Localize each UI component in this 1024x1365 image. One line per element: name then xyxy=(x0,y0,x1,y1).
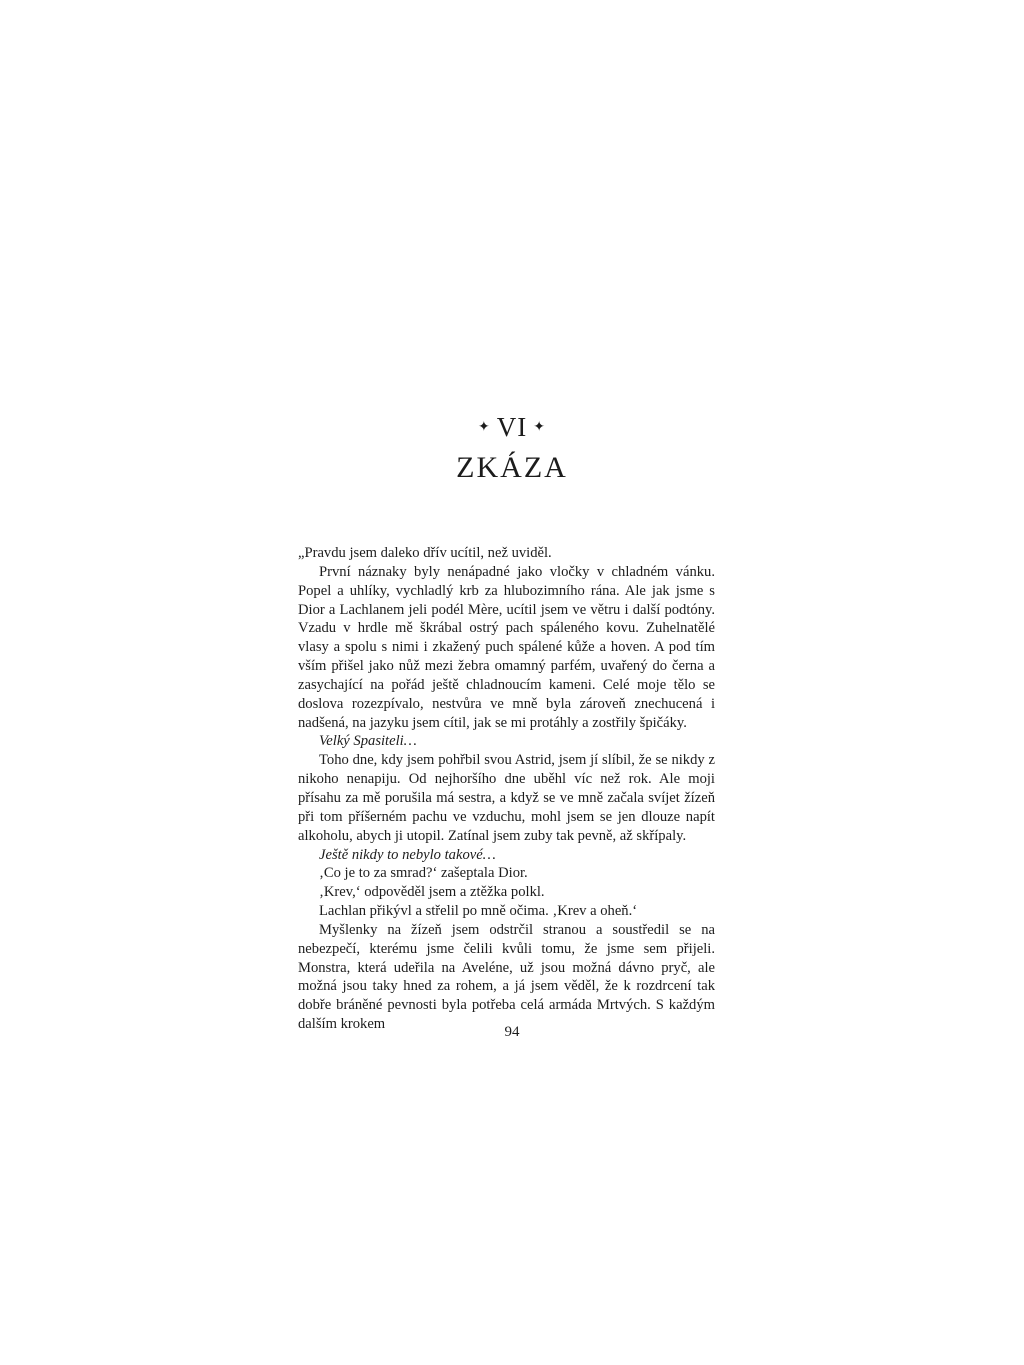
star-ornament-icon: ✦ xyxy=(478,420,491,435)
paragraph: ‚Co je to za smrad?‘ zašeptala Dior. xyxy=(319,865,528,882)
paragraph: Myšlenky na žízeň jsem odstrčil stranou a soustředil se na nebezpečí, kterému jsme čelili kvůli tomu, že jsme sem přijeli. Monstra, která udeřila na Aveléne, už jsou možná dávno pryč, ale možná jsou taky hned za rohem, a já jsem věděl, že k rozdrcení tak dobře bráněné pevnosti byla potřeba celá armáda Mrtvých. S každým dalším krokem xyxy=(298,921,715,1033)
body-text xyxy=(298,544,715,1034)
chapter-number-text: VI xyxy=(496,412,528,442)
paragraph-italic: Velký Spasiteli… xyxy=(319,733,417,750)
paragraph: Toho dne, kdy jsem pohřbil svou Astrid, jsem jí slíbil, že se nikdy z nikoho nenapiju. Od nejhoršího dne uběhl víc než rok. Ale moji přísahu za mě porušila má sestra, a když se ve mně začala svíjet žízeň při tom příšerném pachu ve vzduchu, mohl jsem se jen dlouze napít alkoholu, abych ji utopil. Zatínal jsem zuby tak pevně, až skřípaly. xyxy=(298,752,715,844)
page-number: 94 xyxy=(504,1024,520,1040)
star-ornament-icon: ✦ xyxy=(533,420,546,435)
paragraph: „Pravdu jsem daleko dřív ucítil, než uviděl. xyxy=(298,545,552,561)
chapter-number xyxy=(0,409,1024,446)
paragraph: První náznaky byly nenápadné jako vločky v chladném vánku. Popel a uhlíky, vychladlý krb za hlubozimního rána. Ale jak jsme s Dior a Lachlanem jeli podél Mère, ucítil jsem ve větru i další podtóny. Vzadu v hrdle mě škrábal ostrý pach spáleného kovu. Zuhelnatělé vlasy a spolu s nimi i zkažený puch spálené kůže a hoven. A pod tím vším přišel jako nůž mezi žebra omamný parfém, uvařený do černa a zasychající na pořád ještě chladnoucím kameni. Celé moje tělo se doslova rozezpívalo, nestvůra ve mně byla zároveň znechucená i nadšená, na jazyku jsem cítil, jak se mi protáhly a zostřily špičáky. xyxy=(298,563,715,731)
paragraph: Lachlan přikývl a střelil po mně očima. ‚Krev a oheň.‘ xyxy=(319,903,638,920)
chapter-title: ZKÁZA xyxy=(456,451,568,484)
paragraph-italic: Ještě nikdy to nebylo takové… xyxy=(319,846,496,863)
paragraph: ‚Krev,‘ odpověděl jsem a ztěžka polkl. xyxy=(319,884,545,901)
